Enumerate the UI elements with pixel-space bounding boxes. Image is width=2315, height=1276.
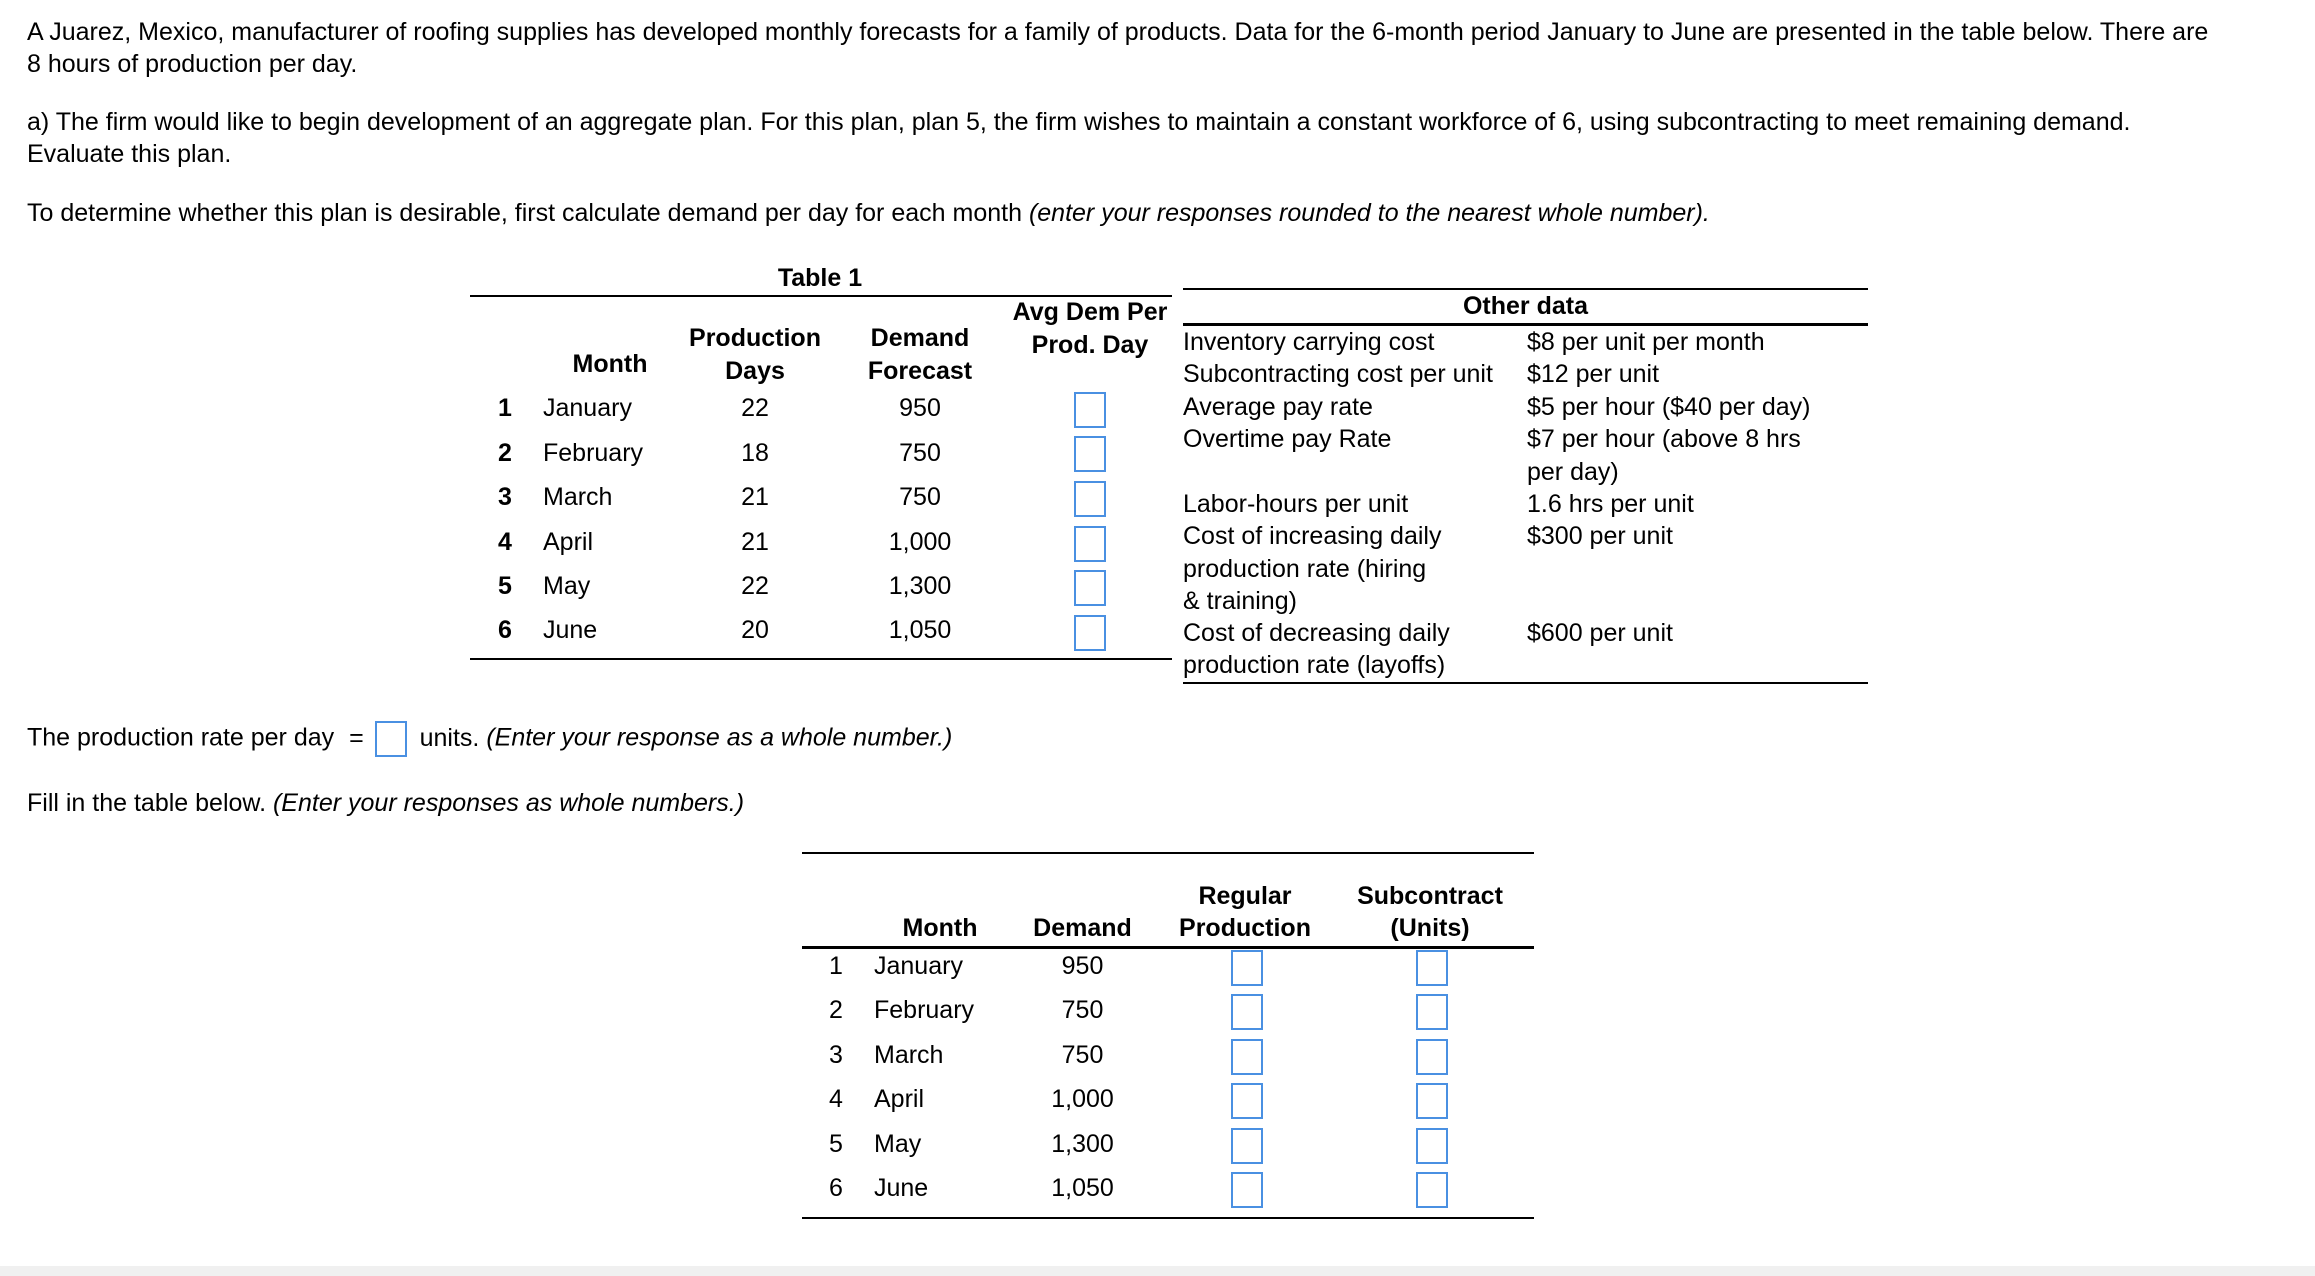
table-1-header-days-2: Days xyxy=(725,357,785,385)
avg-demand-input-june[interactable] xyxy=(1074,615,1106,651)
row-forecast: 950 xyxy=(899,394,941,422)
regular-production-input-march[interactable] xyxy=(1231,1039,1263,1075)
row-forecast: 1,300 xyxy=(888,572,952,600)
table-1-header-avg-1: Avg Dem Per xyxy=(1012,298,1168,326)
table-1-title: Table 1 xyxy=(777,264,863,292)
row-number: 6 xyxy=(829,1174,843,1202)
row-demand: 950 xyxy=(1061,952,1104,980)
table-2-header-regular-1: Regular xyxy=(1198,882,1292,910)
production-rate-hint: (Enter your response as a whole number.) xyxy=(486,723,953,752)
row-month: June xyxy=(874,1174,929,1202)
table-2-bottom-rule xyxy=(802,1217,1534,1219)
intro-line-1: A Juarez, Mexico, manufacturer of roofing supplies has developed monthly forecasts for a family of products. Data for the 6-month period January to June are presented in the table below. There are xyxy=(27,18,2209,46)
regular-production-input-february[interactable] xyxy=(1231,994,1263,1030)
row-number: 1 xyxy=(498,394,512,422)
table-1-header-avg-2: Prod. Day xyxy=(1031,331,1149,359)
row-month: May xyxy=(543,572,591,600)
footer-bar xyxy=(0,1266,2315,1276)
row-demand: 750 xyxy=(1061,1041,1104,1069)
other-data-value: $600 per unit xyxy=(1527,619,1673,647)
part-a-line-2: Evaluate this plan. xyxy=(27,140,232,168)
other-data-label: Average pay rate xyxy=(1183,393,1373,421)
row-number: 4 xyxy=(498,528,512,556)
row-forecast: 750 xyxy=(899,483,941,511)
row-forecast: 1,000 xyxy=(888,528,952,556)
subcontract-input-june[interactable] xyxy=(1416,1172,1448,1208)
row-days: 21 xyxy=(741,483,769,511)
production-rate-input[interactable] xyxy=(375,721,407,757)
table-1-bottom-rule xyxy=(470,658,1172,660)
production-rate-label: The production rate per day xyxy=(27,723,335,752)
instruction-italic: (enter your responses rounded to the nearest whole number). xyxy=(1028,199,1710,227)
row-days: 18 xyxy=(741,439,769,467)
regular-production-input-january[interactable] xyxy=(1231,950,1263,986)
row-month: February xyxy=(874,996,975,1024)
row-demand: 1,000 xyxy=(1051,1085,1114,1113)
other-data-label: production rate (hiring xyxy=(1183,555,1427,583)
avg-demand-input-january[interactable] xyxy=(1074,392,1106,428)
other-data-value: $12 per unit xyxy=(1527,360,1660,388)
subcontract-input-january[interactable] xyxy=(1416,950,1448,986)
row-month: January xyxy=(543,394,632,422)
row-number: 6 xyxy=(498,616,512,644)
row-days: 20 xyxy=(741,616,769,644)
subcontract-input-april[interactable] xyxy=(1416,1083,1448,1119)
table-2-top-rule xyxy=(802,852,1534,854)
other-data-bottom-rule xyxy=(1183,682,1868,684)
row-number: 3 xyxy=(498,483,512,511)
row-number: 3 xyxy=(829,1041,843,1069)
table-1-header-month: Month xyxy=(572,350,648,378)
fill-table-hint: (Enter your responses as whole numbers.) xyxy=(272,789,745,817)
instruction-line xyxy=(27,197,1710,229)
avg-demand-input-may[interactable] xyxy=(1074,570,1106,606)
row-number: 5 xyxy=(829,1130,843,1158)
row-month: March xyxy=(543,483,613,511)
other-data-value: $8 per unit per month xyxy=(1527,328,1765,356)
table-2-header-month: Month xyxy=(902,914,978,942)
other-data-value: $5 per hour ($40 per day) xyxy=(1527,393,1811,421)
table-2-header-subcontract-2: (Units) xyxy=(1390,914,1470,942)
row-month: June xyxy=(543,616,598,644)
row-forecast: 750 xyxy=(899,439,941,467)
other-data-title: Other data xyxy=(1462,292,1589,320)
other-data-value: $7 per hour (above 8 hrs xyxy=(1527,425,1801,453)
other-data-label: Subcontracting cost per unit xyxy=(1183,360,1493,388)
other-data-label: & training) xyxy=(1183,587,1297,615)
table-2-header-regular-2: Production xyxy=(1179,914,1311,942)
other-data-label: Overtime pay Rate xyxy=(1183,425,1392,453)
table-2-header-subcontract-1: Subcontract xyxy=(1357,882,1503,910)
row-days: 22 xyxy=(741,572,769,600)
row-days: 22 xyxy=(741,394,769,422)
row-demand: 1,300 xyxy=(1051,1130,1114,1158)
instruction-text: To determine whether this plan is desirable, first calculate demand per day for each month xyxy=(27,199,1022,227)
row-number: 1 xyxy=(829,952,843,980)
row-month: April xyxy=(874,1085,925,1113)
avg-demand-input-february[interactable] xyxy=(1074,436,1106,472)
row-number: 2 xyxy=(498,439,512,467)
other-data-label: Cost of increasing daily xyxy=(1183,522,1442,550)
other-data-label: Cost of decreasing daily xyxy=(1183,619,1450,647)
fill-table-line xyxy=(27,787,744,819)
regular-production-input-june[interactable] xyxy=(1231,1172,1263,1208)
row-month: January xyxy=(874,952,963,980)
table-1-header-demand-2: Forecast xyxy=(867,357,973,385)
row-month: March xyxy=(874,1041,944,1069)
row-forecast: 1,050 xyxy=(888,616,952,644)
row-month: April xyxy=(543,528,594,556)
other-data-label: Labor-hours per unit xyxy=(1183,490,1409,518)
avg-demand-input-march[interactable] xyxy=(1074,481,1106,517)
part-a-line-1: a) The firm would like to begin development of an aggregate plan. For this plan, plan 5, the firm wishes to maintain a constant workforce of 6, using subcontracting to meet remaining demand. xyxy=(27,108,2131,136)
equals-sign: = xyxy=(349,723,364,752)
other-data-label: Inventory carrying cost xyxy=(1183,328,1435,356)
row-demand: 1,050 xyxy=(1051,1174,1114,1202)
fill-table-text: Fill in the table below. xyxy=(27,789,267,817)
subcontract-input-may[interactable] xyxy=(1416,1128,1448,1164)
row-month: February xyxy=(543,439,644,467)
row-month: May xyxy=(874,1130,922,1158)
other-data-label: production rate (layoffs) xyxy=(1183,651,1446,679)
table-1-header-days-1: Production xyxy=(689,324,821,352)
subcontract-input-march[interactable] xyxy=(1416,1039,1448,1075)
avg-demand-input-april[interactable] xyxy=(1074,526,1106,562)
table-2-header-demand: Demand xyxy=(1033,914,1132,942)
other-data-value: per day) xyxy=(1527,458,1619,486)
regular-production-input-april[interactable] xyxy=(1231,1083,1263,1119)
row-number: 5 xyxy=(498,572,512,600)
row-number: 4 xyxy=(829,1085,843,1113)
row-days: 21 xyxy=(741,528,769,556)
intro-line-2: 8 hours of production per day. xyxy=(27,50,358,78)
regular-production-input-may[interactable] xyxy=(1231,1128,1263,1164)
row-demand: 750 xyxy=(1061,996,1104,1024)
other-data-value: 1.6 hrs per unit xyxy=(1527,490,1694,518)
row-number: 2 xyxy=(829,996,843,1024)
table-1-header-demand-1: Demand xyxy=(870,324,970,352)
table-2-header-rule xyxy=(802,946,1534,949)
other-data-value: $300 per unit xyxy=(1527,522,1673,550)
subcontract-input-february[interactable] xyxy=(1416,994,1448,1030)
production-rate-line xyxy=(27,721,952,757)
production-rate-units: units. xyxy=(419,723,480,752)
